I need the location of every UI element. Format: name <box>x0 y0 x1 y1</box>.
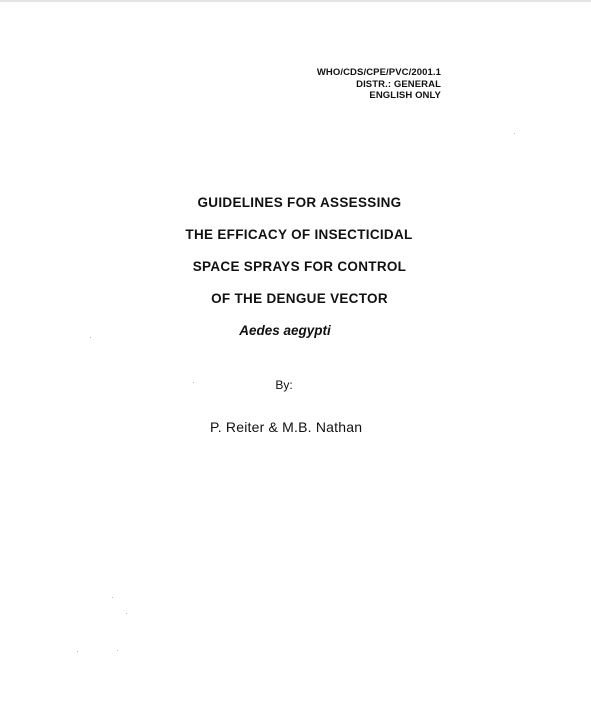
document-reference-block <box>317 67 441 102</box>
document-code: WHO/CDS/CPE/PVC/2001.1 <box>316 67 441 78</box>
by-label: By: <box>275 378 293 392</box>
title-line-3: SPACE SPRAYS FOR CONTROL <box>192 259 407 274</box>
scan-speck <box>112 597 113 598</box>
authors: P. Reiter & M.B. Nathan <box>210 419 363 435</box>
title-line-4: OF THE DENGUE VECTOR <box>211 291 388 306</box>
species-name: Aedes aegypti <box>239 323 331 338</box>
title-line-1: GUIDELINES FOR ASSESSING <box>197 195 402 210</box>
scan-speck <box>193 382 194 383</box>
language-label: ENGLISH ONLY <box>369 90 441 101</box>
scan-speck <box>514 133 515 134</box>
scan-speck <box>117 650 118 651</box>
scan-speck <box>126 613 127 614</box>
scan-speck <box>77 651 78 652</box>
scan-speck <box>90 337 91 338</box>
distribution-label: DISTR.: GENERAL <box>356 78 441 90</box>
title-line-2: THE EFFICACY OF INSECTICIDAL <box>185 227 413 242</box>
page-top-border <box>0 0 591 2</box>
